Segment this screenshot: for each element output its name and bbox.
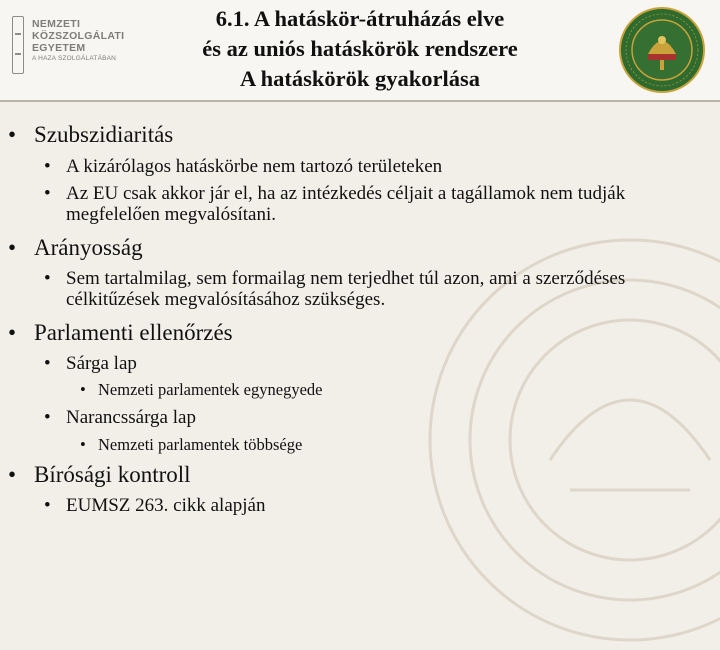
sub-bullet (44, 495, 710, 516)
bullet-dot-icon: • (8, 235, 17, 260)
bullet-proportionality (8, 235, 143, 261)
logo-line-3: EGYETEM (32, 42, 86, 54)
bullet-judicial-review (8, 462, 191, 488)
bullet-dot-icon: • (8, 462, 17, 487)
bullet-dot-icon: • (80, 435, 86, 454)
logo-line-2: KÖZSZOLGÁLATI (32, 30, 125, 42)
sub-bullet-text: Narancssárga lap (66, 407, 196, 428)
slide-body (0, 100, 720, 540)
title-line-1: 6.1. A hatáskör-átruházás elve (215, 6, 505, 31)
sub-bullet-yellow-card (44, 353, 710, 374)
title-line-2: és az uniós hatáskörök rendszere (202, 36, 518, 61)
logo-emblem-icon (12, 16, 24, 74)
sub-bullet-text: Az EU csak akkor jár el, ha az intézkedés céljait a tagállamok nem tudják megfelelően megvalósítani. (66, 183, 626, 225)
slide-header (0, 0, 720, 102)
sub-sub-bullet (80, 435, 302, 455)
bullet-label: Bírósági kontroll (34, 462, 191, 487)
sub-sub-bullet-text: Nemzeti parlamentek többsége (98, 435, 303, 454)
bullet-dot-icon: • (44, 495, 51, 516)
bullet-dot-icon: • (44, 268, 51, 289)
university-seal-icon (618, 6, 706, 94)
sub-bullet (44, 183, 710, 225)
logo-text (32, 18, 124, 64)
bullet-dot-icon: • (44, 407, 51, 428)
bullet-label: Arányosság (34, 235, 143, 260)
sub-bullet (44, 156, 710, 177)
sub-bullet-orange-card (44, 407, 710, 428)
bullet-dot-icon: • (8, 122, 17, 147)
sub-bullet-text: EUMSZ 263. cikk alapján (66, 495, 266, 516)
bullet-label: Parlamenti ellenőrzés (34, 320, 233, 345)
university-logo (8, 12, 125, 74)
logo-line-1: NEMZETI (32, 18, 81, 30)
sub-sub-bullet (80, 380, 322, 400)
slide-title (120, 4, 600, 94)
sub-bullet-text: Sem tartalmilag, sem formailag nem terjedhet túl azon, ami a szerződéses célkitűzések megvalósításához szükséges. (66, 268, 626, 310)
bullet-dot-icon: • (44, 353, 51, 374)
sub-bullet (44, 268, 710, 310)
bullet-dot-icon: • (44, 156, 51, 177)
bullet-dot-icon: • (80, 380, 86, 399)
bullet-label: Szubszidiaritás (34, 122, 174, 147)
sub-bullet-text: A kizárólagos hatáskörbe nem tartozó területeken (66, 156, 443, 177)
bullet-dot-icon: • (44, 183, 51, 204)
sub-sub-bullet-text: Nemzeti parlamentek egynegyede (98, 380, 323, 399)
bullet-subsidiarity (8, 122, 173, 148)
bullet-parliamentary-control (8, 320, 233, 346)
sub-bullet-text: Sárga lap (66, 353, 137, 374)
logo-subtitle: A HAZA SZOLGÁLATÁBAN (32, 55, 117, 62)
bullet-dot-icon: • (8, 320, 17, 345)
title-line-3: A hatáskörök gyakorlása (239, 66, 481, 91)
